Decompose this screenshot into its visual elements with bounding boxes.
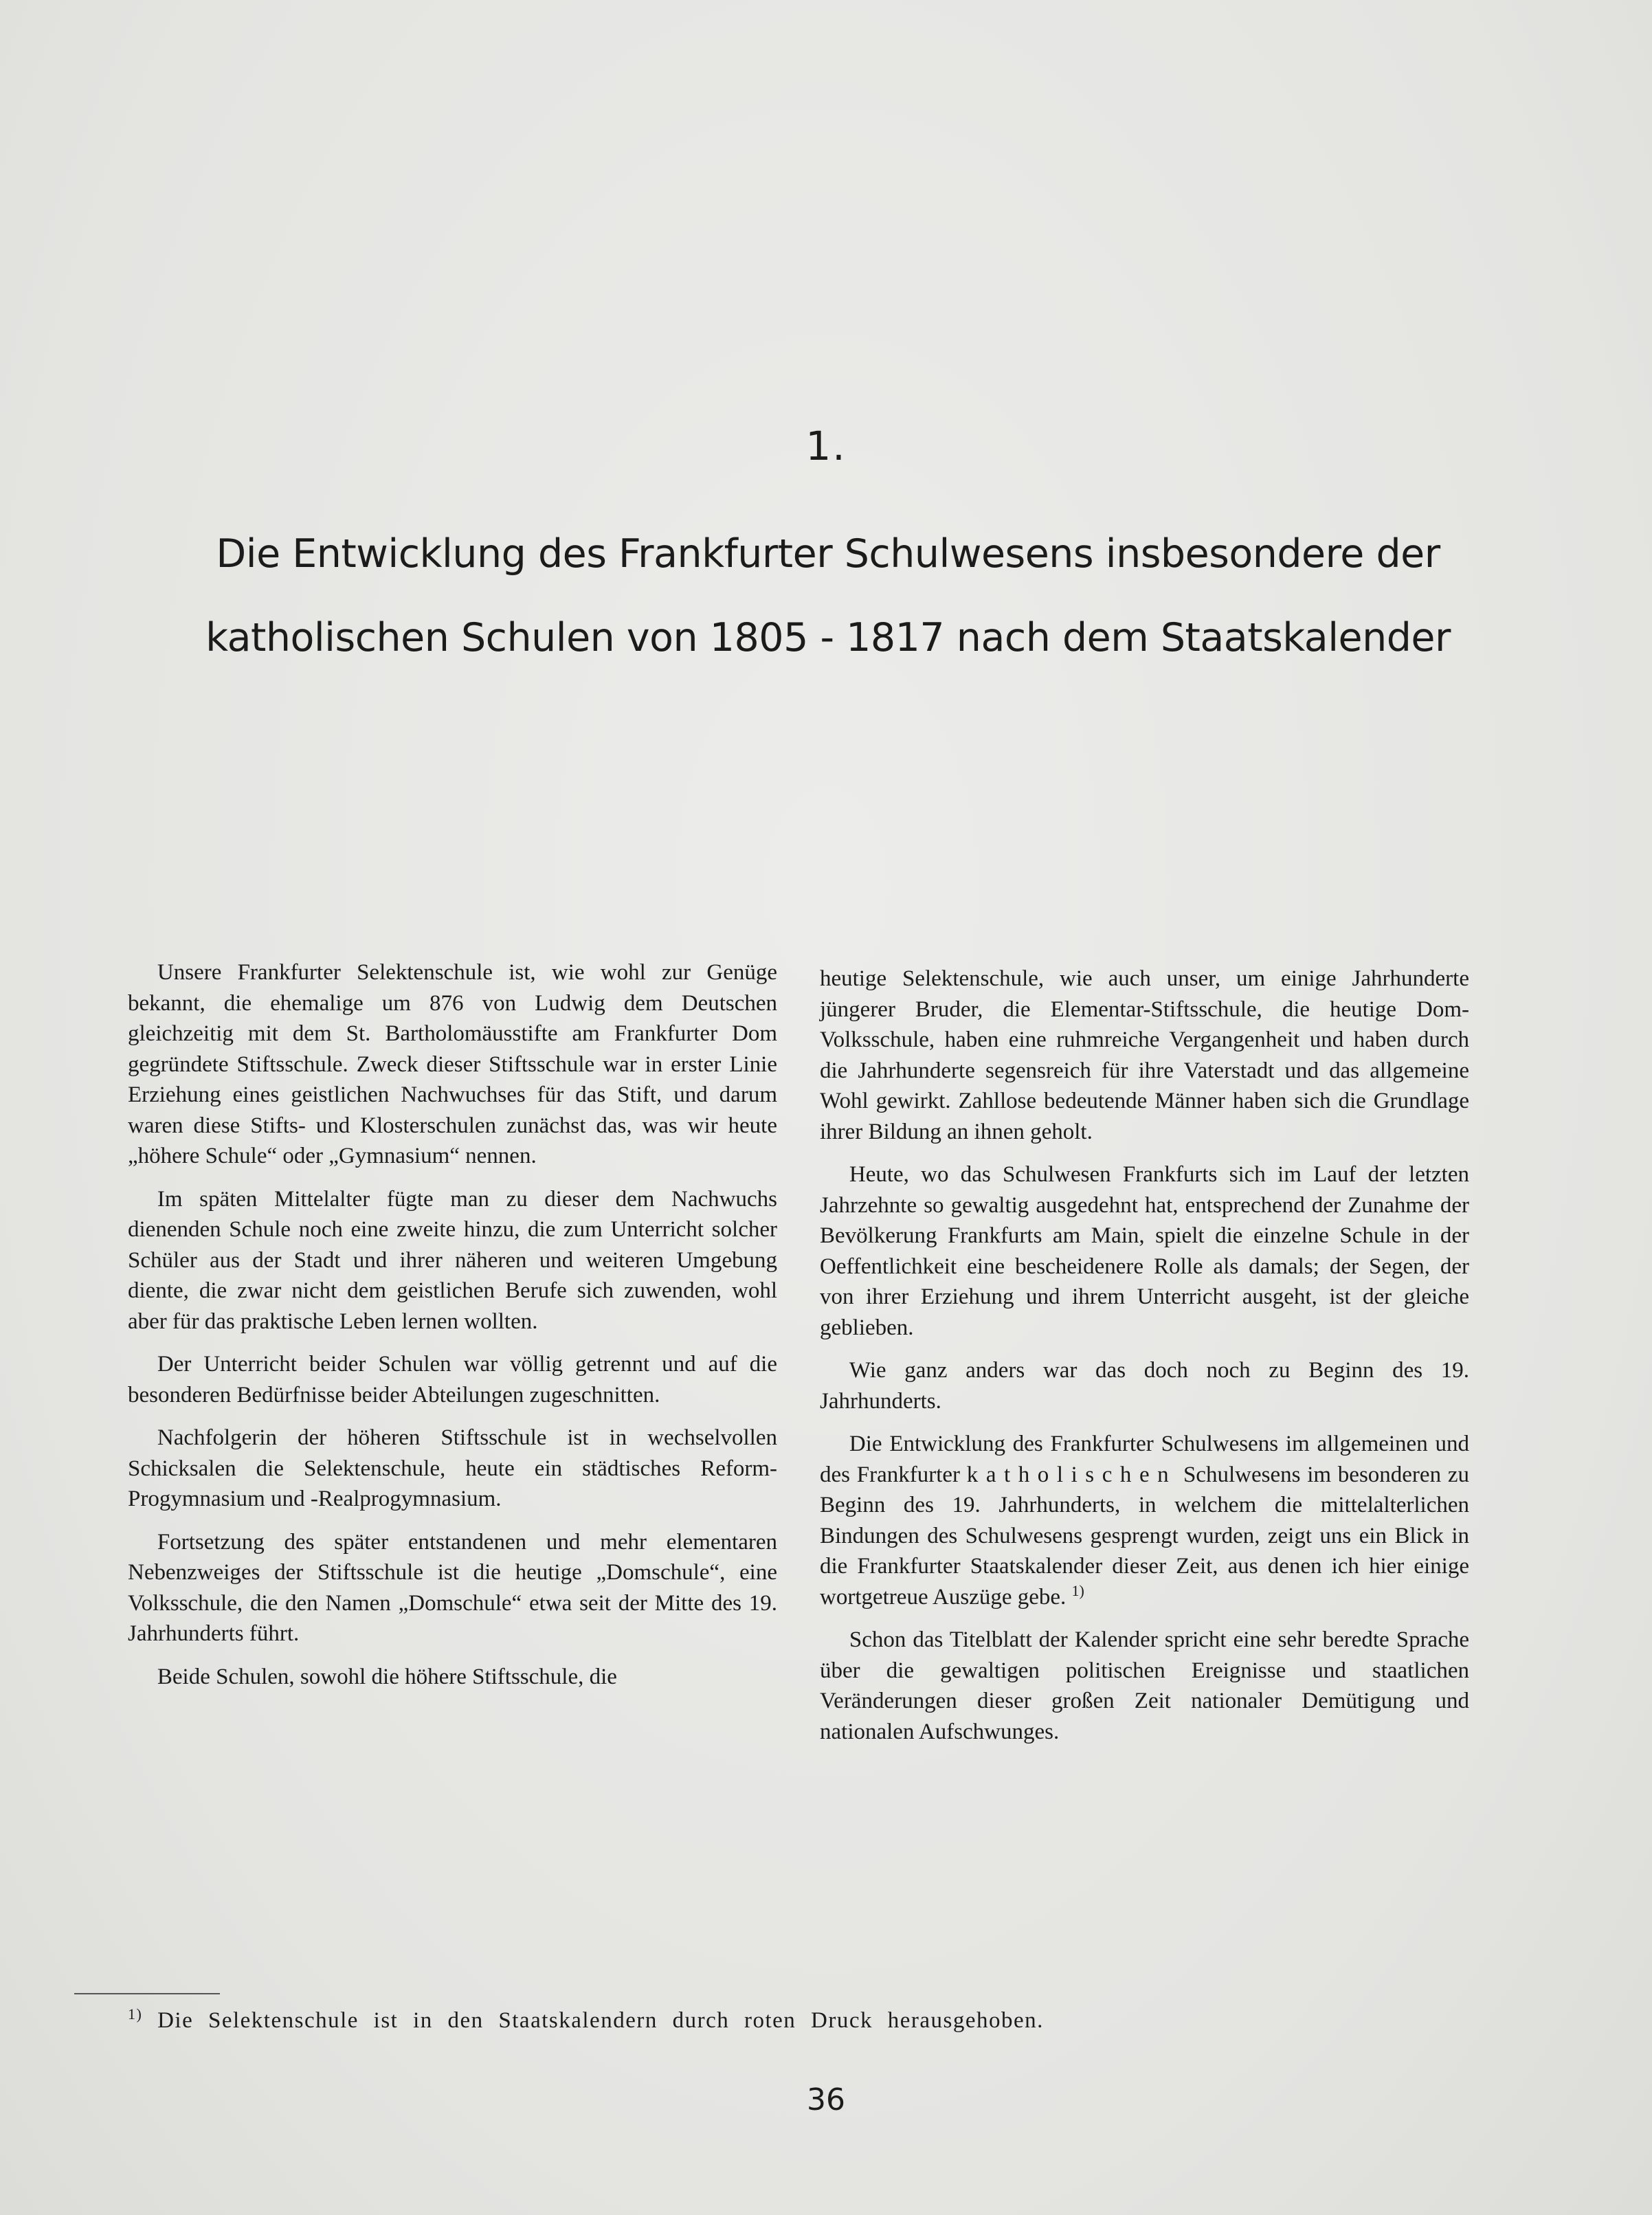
paragraph-text: Schulwesens im besonderen zu Beginn des 19. Jahrhunderts, in welchem die mittelalterlichen Bindungen des Schulwesens gesprengt wurden, zeigt uns ein Blick in die Frankfurter Staatskalender dieser Zeit, aus denen ich hier einige wortgetreue Auszüge gebe. [820,1462,1469,1610]
chapter-number: 1. [805,423,847,469]
paragraph: heutige Selektenschule, wie auch unser, um einige Jahrhunderte jüngerer Bruder, die Elementar-Stiftsschule, die heutige Dom-Volksschule, haben eine ruhmreiche Vergangenheit und haben durch die Jahrhunderte segensreich für ihre Vaterstadt und das allgemeine Wohl gewirkt. Zahllose bedeutende Männer haben sich die Grundlage ihrer Bildung an ihnen geholt. [820,966,1469,1144]
paragraph: Der Unterricht beider Schulen war völlig getrennt und auf die besonderen Bedürfnisse beider Abteilungen zugeschnitten. [128,1352,777,1407]
paragraph: Fortsetzung des später entstandenen und mehr elementaren Nebenzweiges der Stiftsschule ist die heutige „Domschule“, eine Volksschule, die den Namen „Domschule“ etwa seit der Mitte des 19. Jahrhunderts führt. [128,1529,777,1646]
footnote-reference: 1) [1071,1581,1084,1599]
emphasized-word: katholischen [966,1462,1177,1487]
chapter-title-line-1: Die Entwicklung des Frankfurter Schulwesens insbesondere der [216,531,1440,577]
footnote [128,2005,1296,2036]
paragraph [820,1429,1469,1612]
paragraph-text: Die Entwicklung des Frankfurter Schulwesens im allgemeinen und des Frankfurter [820,1432,1469,1487]
footnote-text: Die Selektenschule ist in den Staatskalendern durch roten Druck herausgehoben. [157,2008,1044,2033]
chapter-title [172,512,1484,680]
paragraph: Im späten Mittelalter fügte man zu dieser dem Nachwuchs dienenden Schule noch eine zweite hinzu, die zum Unterricht solcher Schüler aus der Stadt und ihrer näheren und weiteren Umgebung diente, die zwar nicht dem geistlichen Berufe sich zuwenden, wohl aber für das praktische Leben lernen wollten. [128,1186,777,1334]
paragraph: Schon das Titelblatt der Kalender spricht eine sehr beredte Sprache über die gewaltigen politischen Ereignisse und staatlichen Veränderungen dieser großen Zeit nationaler Demütigung und nationalen Aufschwunges. [820,1627,1469,1744]
paragraph: Beide Schulen, sowohl die höhere Stiftsschule, die [157,1664,617,1689]
right-text-column [820,964,1469,1759]
paragraph: Nachfolgerin der höheren Stiftsschule ist in wechselvollen Schicksalen die Selektenschule, heute ein städtisches Reform-Progymnasium und -Realprogymnasium. [128,1425,777,1511]
footnote-marker: 1) [128,2005,143,2023]
page-number: 36 [807,2082,845,2117]
paragraph: Unsere Frankfurter Selektenschule ist, wie wohl zur Genüge bekannt, die ehemalige um 876 von Ludwig dem Deutschen gleichzeitig mit dem St. Bartholomäusstifte am Frankfurter Dom gegründete Stiftsschule. Zweck dieser Stiftsschule war in erster Linie Erziehung eines geistlichen Nachwuchses für das Stift, und darum waren diese Stifts- und Klosterschulen zunächst das, was wir heute „höhere Schule“ oder „Gymnasium“ nennen. [128,960,777,1168]
paragraph: Heute, wo das Schulwesen Frankfurts sich im Lauf der letzten Jahrzehnte so gewaltig ausgedehnt hat, entsprechend der Zunahme der Bevölkerung Frankfurts am Main, spielt die einzelne Schule in der Oeffentlichkeit eine bescheidenere Rolle als damals; der Segen, der von ihrer Erziehung und ihrem Unterricht ausgeht, ist der gleiche geblieben. [820,1162,1469,1340]
footnote-divider [74,1993,220,1994]
paragraph: Wie ganz anders war das doch noch zu Beginn des 19. Jahrhunderts. [820,1358,1469,1414]
left-text-column [128,957,777,1704]
chapter-title-line-2: katholischen Schulen von 1805 - 1817 nach dem Staatskalender [205,615,1451,660]
